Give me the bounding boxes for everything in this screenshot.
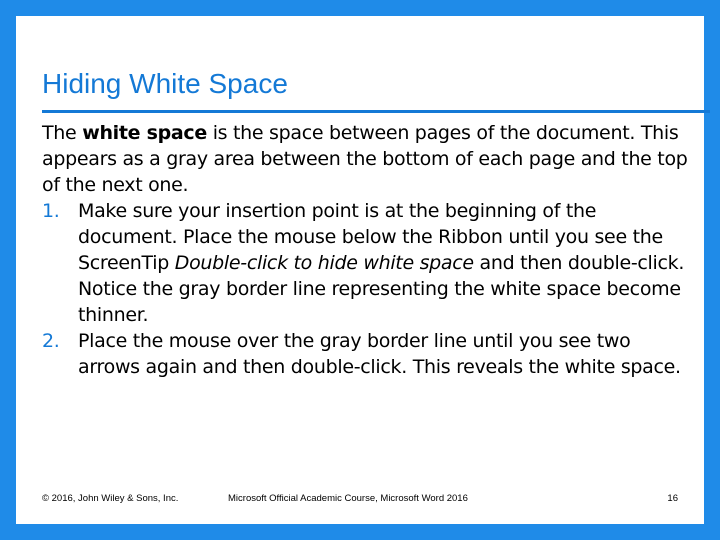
slide-title: Hiding White Space <box>42 68 288 99</box>
intro-rest: is the space between pages of the document. This appears as a gray area between the bottom of each page and the top of the next one. <box>42 122 688 196</box>
footer-copyright: © 2016, John Wiley & Sons, Inc. <box>42 493 179 504</box>
step-item <box>42 198 692 328</box>
step-text-after: and then double-click. Notice the gray border line representing the white space become thinner. <box>78 252 685 326</box>
title-underline <box>42 110 710 113</box>
intro-bold-term: white space <box>82 122 207 144</box>
footer-page-number: 16 <box>667 493 678 504</box>
intro-lead: The <box>42 122 83 144</box>
step-number: 2. <box>42 330 60 352</box>
footer-course: Microsoft Official Academic Course, Microsoft Word 2016 <box>228 493 468 504</box>
intro-paragraph <box>42 120 692 198</box>
step-item <box>42 328 692 380</box>
step-italic-screentip: Double-click to hide white space <box>174 252 474 274</box>
step-text-before: Make sure your insertion point is at the beginning of the document. Place the mouse below the Ribbon until you see the ScreenTip <box>78 200 663 274</box>
slide-body <box>42 120 692 380</box>
steps-list <box>42 198 692 380</box>
step-text: Place the mouse over the gray border line until you see two arrows again and then double-click. This reveals the white space. <box>78 330 681 378</box>
step-number: 1. <box>42 200 60 222</box>
